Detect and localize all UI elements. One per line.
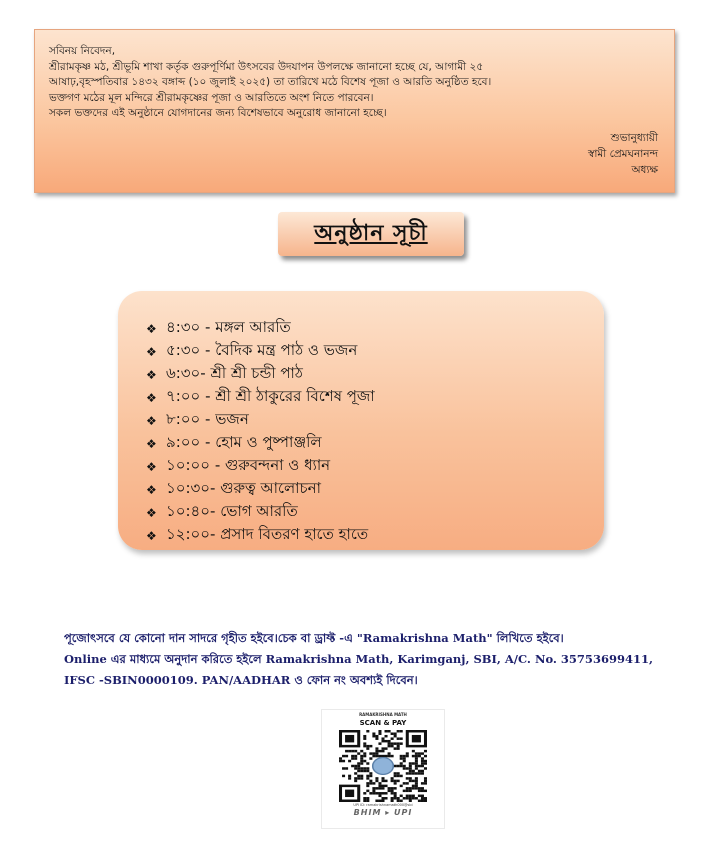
schedule-item (146, 501, 604, 524)
diamond-bullet-icon: ❖ (146, 528, 157, 543)
schedule-item-text: ১০:০০ - গুরুবন্দনা ও ধ্যান (166, 456, 331, 474)
donation-line: পূজোৎসবে যে কোনো দান সাদরে গৃহীত হইবে।চেক বা ড্রাফ্ট -এ "Ramakrishna Math" লিখিতে হইবে। (64, 631, 564, 645)
schedule-item-text: ১০:৩০- গুরুত্ব আলোচনা (166, 479, 321, 497)
schedule-item (146, 386, 604, 409)
diamond-bullet-icon: ❖ (146, 482, 157, 497)
schedule-item-text: ৪:৩০ - মঙ্গল আরতি (166, 318, 291, 336)
schedule-item-text: ৮:০০ - ভজন (166, 410, 249, 428)
schedule-item (146, 363, 604, 386)
diamond-bullet-icon: ❖ (146, 505, 157, 520)
schedule-item-text: ১২:০০- প্রসাদ বিতরণ হাতে হাতে (166, 525, 369, 543)
notice-line: আষাঢ়,বৃহস্পতিবার ১৪৩২ বঙ্গাব্দ (১০ জুলাই ২০২৫) তা তারিখে মঠে বিশেষ পূজা ও আরতি অনুষ্ঠিত হবে। (49, 76, 492, 88)
donation-line: Online এর মাধ্যমে অনুদান করিতে হইলে Ramakrishna Math, Karimganj, SBI, A/C. No. 35753699411, (64, 652, 653, 666)
schedule-title: অনুষ্ঠান সূচী (314, 219, 428, 246)
donation-line: IFSC -SBIN0000109. PAN/AADHAR ও ফোন নং অবশ্যই দিবেন। (64, 673, 418, 687)
notice-line: ভক্তগণ মঠের মূল মন্দিরে শ্রীরামকৃষ্ণের পূজা ও আরতিতে অংশ নিতে পারবেন। (49, 91, 374, 104)
bhim-upi-logo: BHIM ▸ UPI (353, 808, 413, 817)
sign-greeting: শুভানুধ্যায়ী (610, 132, 658, 144)
schedule-item-text: ৫:৩০ - বৈদিক মন্ত্র পাঠ ও ভজন (166, 341, 358, 359)
qr-code-icon[interactable] (339, 730, 427, 802)
sign-name: স্বামী প্রেমঘনানন্দ (587, 148, 658, 160)
schedule-item-text: ১০:৪০- ভোগ আরতি (166, 502, 298, 520)
schedule-item-text: ৯:০০ - হোম ও পুষ্পাঞ্জলি (166, 433, 322, 451)
schedule-item (146, 478, 604, 501)
schedule-item (146, 340, 604, 363)
schedule-title-box (278, 212, 464, 256)
diamond-bullet-icon: ❖ (146, 459, 157, 474)
schedule-item (146, 455, 604, 478)
notice-box (34, 29, 675, 193)
schedule-item (146, 409, 604, 432)
schedule-list (146, 317, 604, 547)
schedule-box (118, 291, 604, 550)
upi-id: UPI ID: ramakrishnamath000@sbi (353, 803, 413, 807)
diamond-bullet-icon: ❖ (146, 413, 157, 428)
diamond-bullet-icon: ❖ (146, 436, 157, 451)
notice-line: শ্রীরামকৃষ্ণ মঠ, শ্রীভূমি শাখা কর্তৃক গুরুপূর্ণিমা উৎসবের উদযাপন উপলক্ষে জানানো হচ্ছে যে, আগামী ২৫ (49, 60, 484, 73)
schedule-item (146, 317, 604, 340)
diamond-bullet-icon: ❖ (146, 344, 157, 359)
schedule-item (146, 524, 604, 547)
sign-title: অধ্যক্ষ (631, 164, 658, 176)
qr-header: RAMAKRISHNA MATH (359, 712, 407, 717)
notice-line: সকল ভক্তদের এই অনুষ্ঠানে যোগদানের জন্য বিশেষভাবে অনুরোধ জানানো হচ্ছে। (49, 107, 387, 119)
donation-info (64, 628, 684, 691)
notice-salutation: সবিনয় নিবেদন, (49, 45, 116, 57)
schedule-item (146, 432, 604, 455)
signature-block (588, 130, 658, 178)
qr-payment-card (321, 709, 445, 829)
diamond-bullet-icon: ❖ (146, 321, 157, 336)
schedule-item-text: ৬:৩০- শ্রী শ্রী চন্ডী পাঠ (166, 364, 303, 382)
diamond-bullet-icon: ❖ (146, 367, 157, 382)
diamond-bullet-icon: ❖ (146, 390, 157, 405)
schedule-item-text: ৭:০০ - শ্রী শ্রী ঠাকুরের বিশেষ পূজা (166, 387, 375, 405)
scan-pay-label: SCAN & PAY (359, 719, 407, 727)
